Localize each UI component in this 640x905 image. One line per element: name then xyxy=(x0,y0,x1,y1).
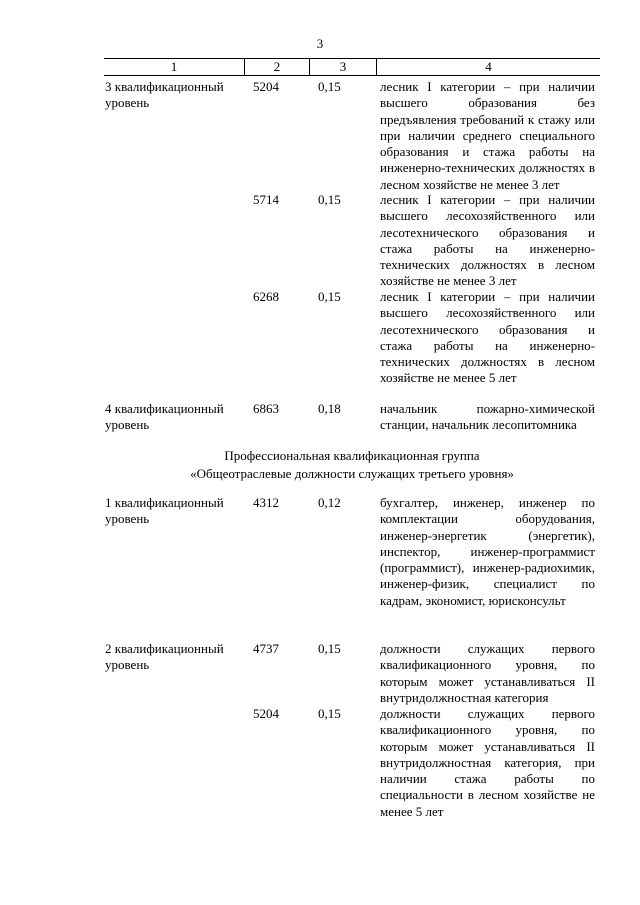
header-col-1: 1 xyxy=(170,59,178,74)
group-title-line-2: «Общеотраслевые должности служащих третьего уровня» xyxy=(190,466,514,481)
position-code: 6863 xyxy=(253,401,279,416)
qualification-level: 1 квалификационный уровень xyxy=(105,495,224,526)
position-description: начальник пожарно-химической станции, начальник лесопитомника xyxy=(380,401,595,433)
group-title-line-1: Профессиональная квалификационная группа xyxy=(224,448,480,463)
position-code: 4737 xyxy=(253,641,279,656)
qualification-level: 3 квалификационный уровень xyxy=(105,79,224,110)
page-number: 3 xyxy=(316,36,324,51)
position-description: должности служащих первого квалификационного уровня, по которым может устанавливаться II внутридолжностная категория xyxy=(380,641,595,705)
qualification-level: 2 квалификационный уровень xyxy=(105,641,224,672)
coefficient: 0,15 xyxy=(318,192,341,207)
position-code: 5204 xyxy=(253,79,279,94)
table-header xyxy=(104,58,600,76)
coefficient: 0,15 xyxy=(318,79,341,94)
position-description: лесник I категории – при наличии высшего лесохозяйственного или лесотехнического образования и стажа работы на инженерно-технических должностях в лесном хозяйстве не менее 3 лет xyxy=(380,192,595,289)
coefficient: 0,15 xyxy=(318,706,341,721)
header-col-3: 3 xyxy=(339,59,347,74)
coefficient: 0,18 xyxy=(318,401,341,416)
position-code: 4312 xyxy=(253,495,279,510)
coefficient: 0,15 xyxy=(318,289,341,304)
position-code: 6268 xyxy=(253,289,279,304)
position-description: лесник I категории – при наличии высшего образования без предъявления требований к стажу или при наличии среднего специального образования и стажа работы на инженерно-технических должностях в лесном хозяйстве не менее 3 лет xyxy=(380,79,595,192)
position-description: бухгалтер, инженер, инженер по комплектации оборудования, инженер-энергетик (энергетик), инспектор, инженер-программист (программист), инженер-радиохимик, инженер-физик, специалист по кадрам, экономист, юрисконсульт xyxy=(380,495,595,608)
position-code: 5204 xyxy=(253,706,279,721)
header-col-2: 2 xyxy=(273,59,281,74)
position-code: 5714 xyxy=(253,192,279,207)
coefficient: 0,12 xyxy=(318,495,341,510)
position-description: должности служащих первого квалификационного уровня, по которым может устанавливаться II внутридолжностная категория, при наличии стажа работы по специальности в лесном хозяйстве не менее 5 лет xyxy=(380,706,595,819)
header-col-4: 4 xyxy=(485,59,492,74)
coefficient: 0,15 xyxy=(318,641,341,656)
position-description: лесник I категории – при наличии высшего лесохозяйственного или лесотехнического образования и стажа работы на инженерно-технических должностях в лесном хозяйстве не менее 5 лет xyxy=(380,289,595,386)
qualification-level: 4 квалификационный уровень xyxy=(105,401,224,432)
